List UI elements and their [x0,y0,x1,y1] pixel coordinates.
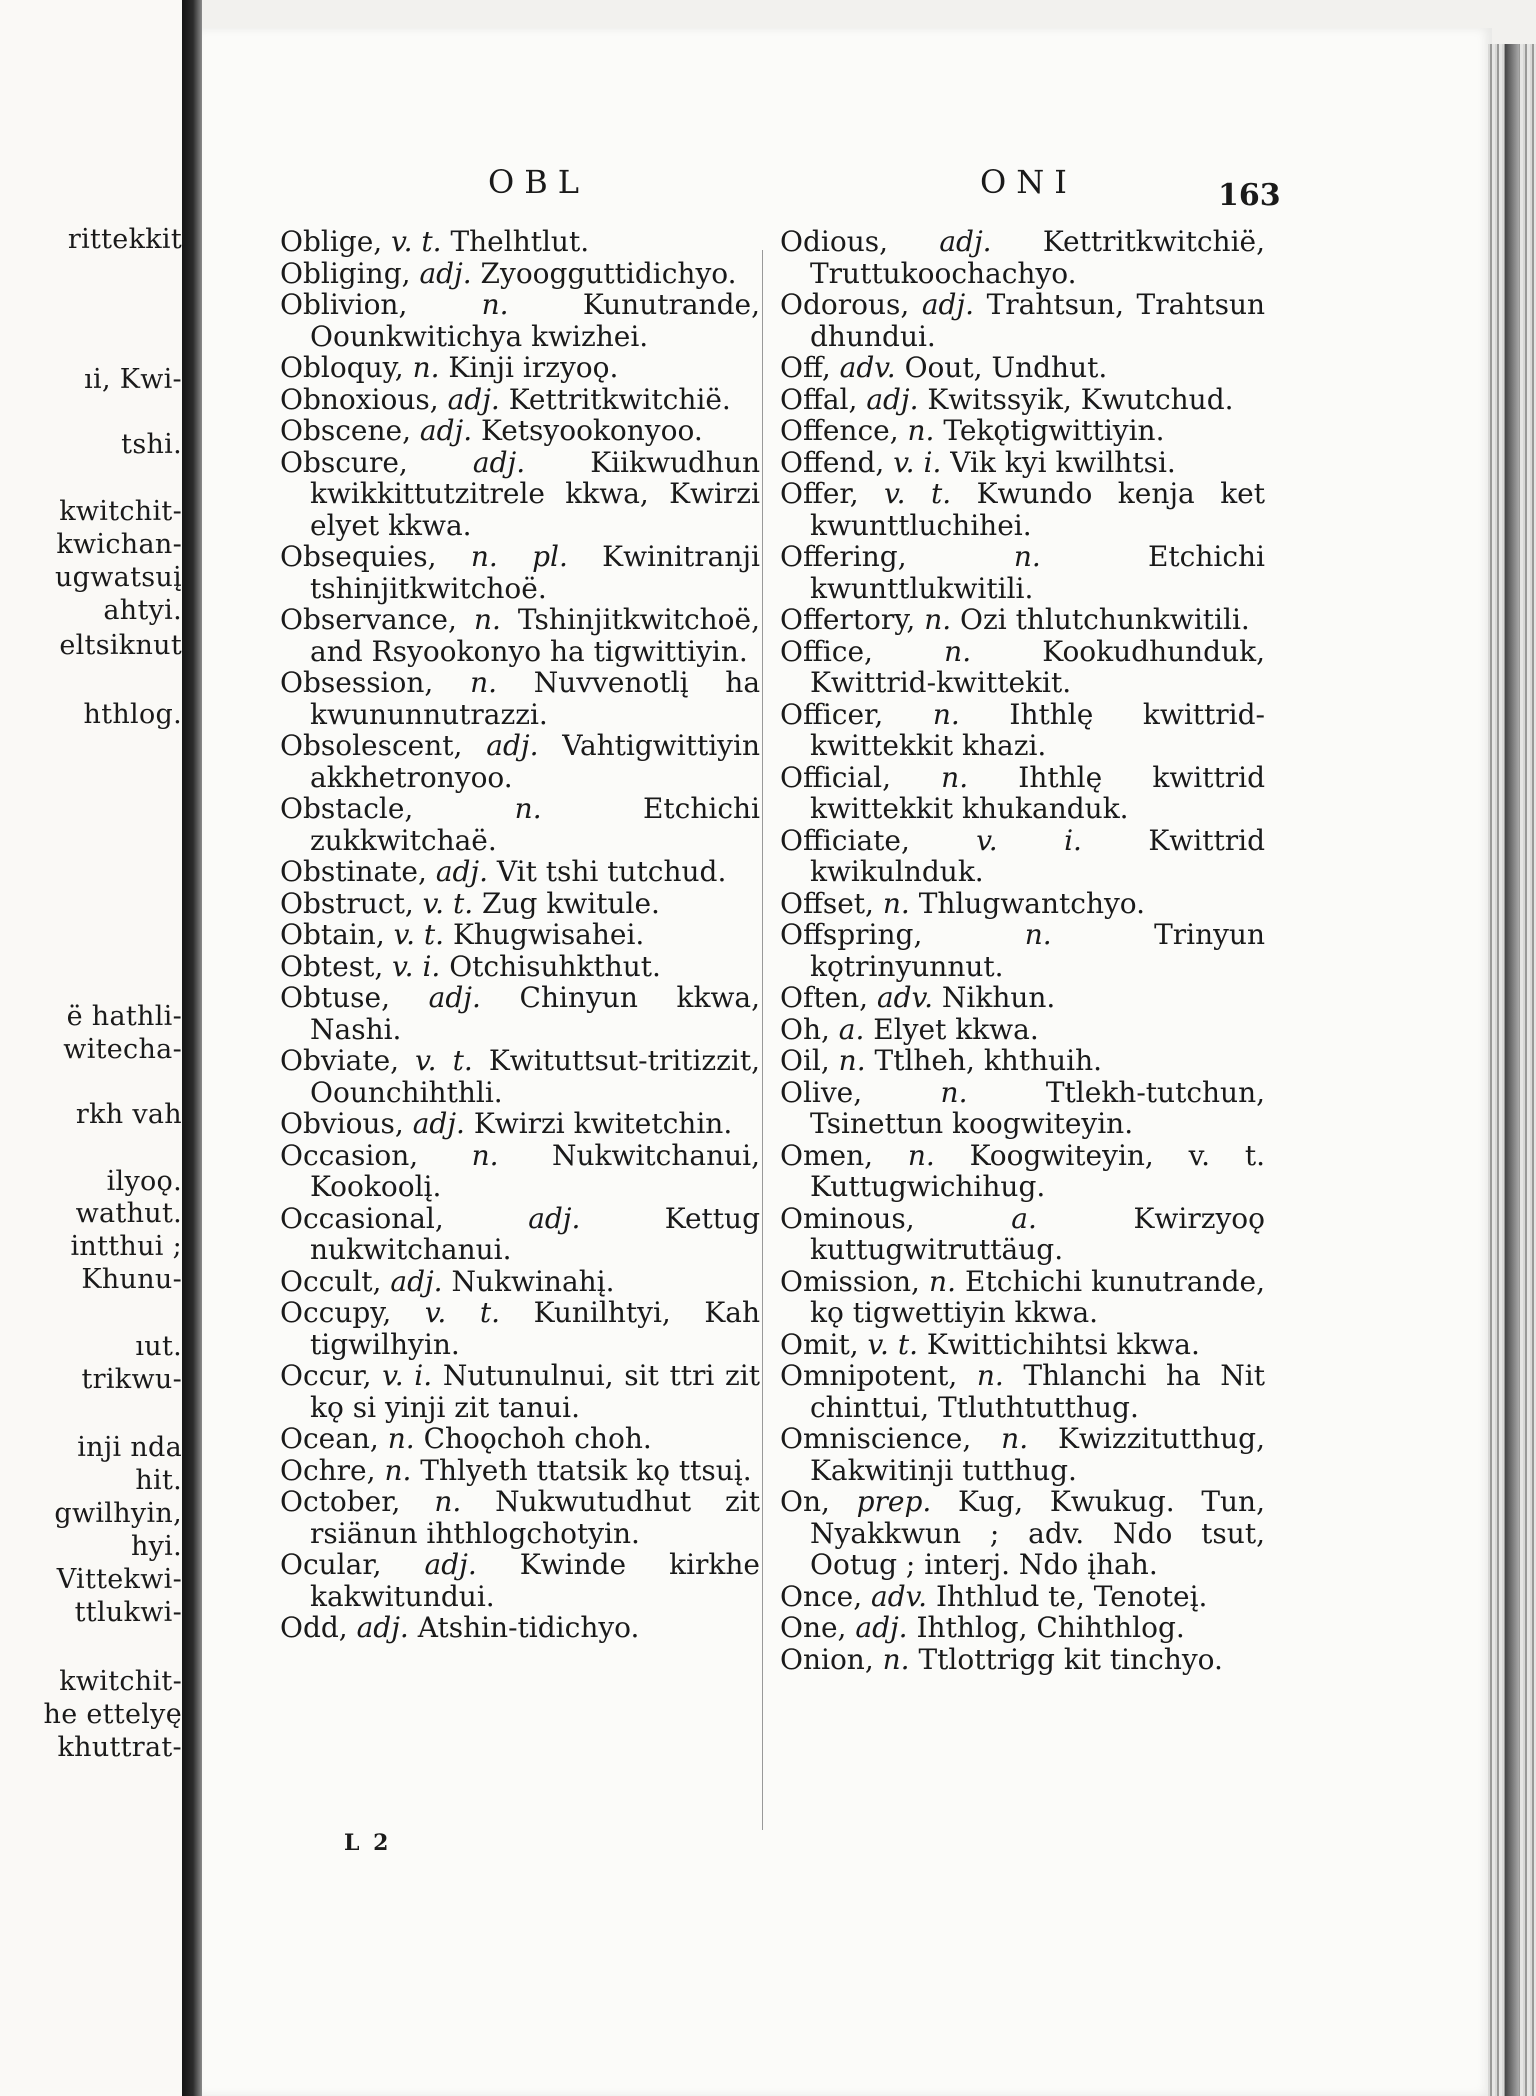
entry-definition: Kiikwudhun kwikkittutzitrele kkwa, Kwirzi elyet kkwa. [310,445,761,542]
entry-part-of-speech: n. [1024,918,1052,951]
entry-part-of-speech: n. [932,697,960,731]
entry-headword: Offertory, [780,603,916,636]
entry-part-of-speech: n. [929,1264,956,1298]
prev-page-text-fragment: intthui ; [70,1231,182,1262]
entry-definition: Kwundo kenja ket kwunttluchihei. [810,477,1265,542]
entry-part-of-speech: v. i. [382,1359,433,1392]
dictionary-entry [280,447,760,542]
entry-part-of-speech: n. [976,1359,1004,1392]
entry-part-of-speech: v. t. [415,1044,473,1077]
prev-page-text-fragment: ttlukwi- [74,1597,182,1628]
entry-part-of-speech: adv. [871,1579,928,1613]
prev-page-text-fragment: he ettelyę [43,1699,182,1730]
entry-definition: Trahtsun, Trahtsun dhundui. [810,288,1266,353]
prev-page-text-fragment: khuttrat- [57,1732,182,1763]
entry-part-of-speech: adj. [419,414,473,447]
dictionary-entry [780,825,1265,888]
dictionary-entry [280,1297,760,1360]
entry-part-of-speech: n. [387,1422,415,1455]
entry-headword: Ocean, [280,1422,379,1455]
prev-page-text-fragment: Khunu- [81,1264,182,1295]
entry-headword: Oh, [780,1012,830,1046]
entry-part-of-speech: v. i. [392,949,441,983]
entry-definition: Kettritkwitchië, Truttukoochachyo. [810,225,1266,290]
dictionary-entry [780,352,1265,384]
entry-headword: Obliging, [280,256,411,290]
dictionary-entry [780,1045,1265,1077]
dictionary-entry [780,1140,1265,1203]
prev-page-text-fragment: kwichan- [56,529,182,560]
book-gutter [182,0,202,2096]
entry-part-of-speech: v. i. [976,823,1082,857]
entry-headword: Olive, [780,1075,863,1109]
dictionary-entry [280,226,760,258]
entry-part-of-speech: n. [940,1075,968,1109]
entry-part-of-speech: n. [434,1485,462,1518]
dictionary-entry [280,888,760,920]
entry-definition: Nutunulnui, sit ttri zit kǫ si yinji zit tanui. [310,1359,760,1424]
entry-part-of-speech: n. [470,666,497,699]
entry-part-of-speech: adj. [356,1611,409,1644]
entry-definition: Ozi thlutchunkwitili. [960,603,1250,636]
entry-definition: Trinyun kǫtrinyunnut. [810,918,1265,983]
entry-part-of-speech: n. [838,1044,866,1077]
entry-definition: Kettug nukwitchanui. [310,1201,760,1266]
dictionary-entry [780,1423,1265,1486]
entry-part-of-speech: adj. [939,225,992,258]
entry-definition: Kettritkwitchië. [508,382,731,416]
dictionary-entry [280,919,760,951]
entry-headword: Odorous, [780,288,910,321]
entry-definition: Vik kyi kwilhtsi. [950,445,1176,479]
entry-part-of-speech: adj. [866,382,919,416]
entry-part-of-speech: v. t. [393,918,445,951]
column-divider [762,250,763,1830]
entry-definition: Kwinitranji tshinjitkwitchoë. [310,540,760,605]
entry-part-of-speech: n. [412,351,440,384]
entry-part-of-speech: prep. [856,1485,932,1518]
right-column [780,226,1265,1675]
entry-headword: Omnipotent, [780,1359,958,1392]
entry-definition: Chinyun kkwa, Nashi. [310,981,761,1046]
entry-definition: Kunilhtyi, Kah tigwilhyin. [310,1296,761,1361]
dictionary-entry [280,1423,760,1455]
prev-page-text-fragment: inji nda [77,1432,182,1463]
dictionary-entry [780,541,1265,604]
entry-definition: Etchichi kwunttlukwitili. [810,540,1265,605]
entry-headword: Obtain, [280,918,385,951]
entry-part-of-speech: n. [924,603,952,636]
entry-definition: Ttlottrigg kit tinchyo. [918,1642,1223,1676]
dictionary-entry [280,1360,760,1423]
entry-definition: Ihthlud te, Tenoteį. [935,1579,1208,1613]
dictionary-entry [280,1203,760,1266]
dictionary-entry [280,1549,760,1612]
prev-page-text-fragment: gwilhyin, [54,1498,182,1529]
entry-headword: Onion, [780,1642,874,1676]
dictionary-entry [280,541,760,604]
entry-headword: Offal, [780,382,858,416]
entry-definition: Ttlekh-tutchun, Tsinettun koogwiteyin. [810,1075,1266,1140]
entry-definition: Tekǫtigwittiyin. [943,414,1165,447]
dictionary-entry [780,1612,1265,1644]
entry-definition: Oout, Undhut. [904,351,1108,384]
entry-part-of-speech: n. [384,1453,412,1487]
entry-headword: Odious, [780,225,888,258]
entry-headword: Obsession, [280,666,434,699]
dictionary-entry [780,226,1265,289]
entry-part-of-speech: adj. [419,256,472,290]
entry-part-of-speech: adv. [839,351,896,384]
entry-definition: Thlyeth ttatsik kǫ ttsuį. [420,1453,752,1487]
prev-page-text-fragment: ahtyi. [103,595,182,626]
entry-headword: Obloquy, [280,351,404,384]
entry-headword: Observance, [280,603,457,636]
prev-page-text-fragment: hyi. [130,1531,182,1562]
entry-definition: Ttlheh, khthuih. [874,1044,1103,1077]
entry-headword: Occasion, [280,1138,419,1172]
entry-headword: Obtuse, [280,981,391,1014]
prev-page-text-fragment: wathut. [75,1198,182,1229]
entry-definition: Thlanchi ha Nit chinttui, Ttluthtutthug. [810,1359,1266,1424]
entry-headword: Offspring, [780,918,923,951]
entry-definition: Kookudhunduk, Kwittrid-kwittekit. [810,634,1266,699]
dictionary-entry [280,604,760,667]
dictionary-entry [280,1045,760,1108]
dictionary-entry [780,1203,1265,1266]
entry-headword: Ominous, [780,1201,915,1235]
entry-definition: Nukwutudhut zit rsiänun ihthlogchotyin. [310,1485,760,1550]
entry-headword: October, [280,1485,401,1518]
previous-page-fragment [0,0,190,2096]
entry-headword: Obstacle, [280,792,414,825]
dictionary-entry [780,1329,1265,1361]
dictionary-entry [280,1486,760,1549]
left-column [280,226,760,1644]
entry-part-of-speech: v. t. [884,477,952,510]
dictionary-entry [780,982,1265,1014]
entry-headword: Obtest, [280,949,384,983]
dictionary-entry [780,604,1265,636]
dictionary-entry [780,478,1265,541]
entry-part-of-speech: adj. [447,382,500,416]
entry-part-of-speech: v. t. [422,886,474,920]
entry-definition: Kwirzi kwitetchin. [473,1107,733,1140]
dictionary-entry [280,352,760,384]
entry-headword: Omission, [780,1264,920,1298]
dictionary-entry [280,384,760,416]
entry-definition: Kwirzyoǫ kuttugwitruttäug. [810,1201,1266,1266]
prev-page-text-fragment: Vittekwi- [56,1564,182,1595]
entry-headword: Offering, [780,540,907,573]
entry-headword: Offset, [780,886,874,920]
entry-headword: Off, [780,351,831,384]
entry-part-of-speech: adj. [855,1611,908,1644]
entry-definition: Etchichi zukkwitchaë. [310,792,760,857]
entry-part-of-speech: a. [1011,1201,1037,1235]
entry-definition: Zug kwitule. [482,886,660,920]
entry-part-of-speech: v. t. [424,1296,500,1329]
entry-headword: Obscure, [280,445,408,479]
entry-headword: Occupy, [280,1296,392,1329]
entry-definition: Kug, Kwukug. Tun, Nyakkwun ; adv. Ndo tsut, Ootug ; interj. Ndo įhah. [810,1485,1265,1581]
entry-headword: Obviate, [280,1044,400,1077]
signature-mark: L 2 [344,1830,392,1856]
entry-definition: Elyet kkwa. [873,1012,1039,1046]
entry-headword: Obstruct, [280,886,414,920]
entry-definition: Nukwinahį. [451,1264,615,1298]
dictionary-entry [280,1266,760,1298]
entry-part-of-speech: adj. [390,1264,443,1298]
entry-definition: Kwitssyik, Kwutchud. [927,382,1234,416]
entry-headword: Ochre, [280,1453,376,1487]
entry-definition: Ihthlę kwittrid kwittekkit khukanduk. [810,760,1266,825]
dictionary-entry [280,856,760,888]
entry-part-of-speech: v. t. [391,225,442,258]
dictionary-entry [280,289,760,352]
entry-definition: Vahtigwittiyin akkhetronyoo. [310,729,760,794]
dictionary-entry [780,1014,1265,1046]
entry-definition: Nuvvenotlį ha kwununnutrazzi. [310,666,761,731]
entry-definition: Kwituttsut-tritizzit, Oounchihthli. [310,1044,761,1109]
entry-part-of-speech: adj. [486,729,539,762]
dictionary-entry [280,982,760,1045]
dictionary-entry [780,1486,1265,1581]
entry-headword: Occur, [280,1359,372,1392]
entry-headword: Omit, [780,1327,859,1361]
entry-definition: Kwittrid kwikulnduk. [810,823,1265,888]
dictionary-entry [280,730,760,793]
prev-page-text-fragment: rittekkit [67,224,182,255]
dictionary-entry [280,1612,760,1644]
dictionary-entry [780,384,1265,416]
entry-headword: Obsequies, [280,540,437,573]
entry-definition: Ihthlog, Chihthlog. [916,1611,1185,1644]
entry-part-of-speech: n. [481,288,509,321]
entry-headword: Often, [780,981,869,1014]
entry-definition: Kwinde kirkhe kakwitundui. [310,1548,760,1613]
entry-part-of-speech: a. [838,1012,865,1046]
entry-headword: Obvious, [280,1107,404,1140]
dictionary-entry [780,1077,1265,1140]
entry-headword: Occult, [280,1264,382,1298]
entry-part-of-speech: n. [471,1138,499,1172]
dictionary-entry [280,793,760,856]
dictionary-entry [780,415,1265,447]
prev-page-text-fragment: ugwatsuį [54,562,182,593]
dictionary-entry [780,1581,1265,1613]
entry-headword: Official, [780,760,891,794]
entry-headword: Ocular, [280,1548,382,1581]
entry-part-of-speech: n. [882,1642,910,1676]
entry-headword: Obsolescent, [280,729,463,762]
prev-page-text-fragment: tshi. [121,429,182,460]
entry-definition: Atshin-tidichyo. [417,1611,640,1644]
prev-page-text-fragment: rkh vah [75,1099,182,1130]
dictionary-entry [780,1266,1265,1329]
dictionary-entry [780,1360,1265,1423]
entry-definition: Kwittichihtsi kkwa. [926,1327,1200,1361]
entry-headword: Offence, [780,414,899,447]
dictionary-entry [780,762,1265,825]
entry-headword: Office, [780,634,873,668]
entry-headword: One, [780,1611,847,1644]
entry-headword: Occasional, [280,1201,444,1235]
entry-definition: Ketsyookonyoo. [481,414,703,447]
entry-part-of-speech: adj. [428,981,481,1014]
entry-headword: Obstinate, [280,855,427,888]
entry-headword: Officiate, [780,823,910,857]
entry-headword: Officer, [780,697,884,731]
entry-definition: Etchichi kunutrande, kǫ tigwettiyin kkwa. [810,1264,1265,1329]
prev-page-text-fragment: hit. [135,1465,182,1496]
dictionary-entry [780,888,1265,920]
entry-part-of-speech: v. i. [893,445,942,479]
entry-part-of-speech: v. t. [867,1327,918,1361]
dictionary-entry [780,699,1265,762]
entry-definition: Koogwiteyin, v. t. Kuttugwichihug. [810,1138,1265,1203]
dictionary-entry [780,636,1265,699]
entry-headword: Oblivion, [280,288,408,321]
entry-headword: On, [780,1485,830,1518]
prev-page-text-fragment: kwitchit- [59,1666,182,1697]
entry-headword: Odd, [280,1611,348,1644]
entry-definition: Otchisuhkthut. [449,949,661,983]
prev-page-text-fragment: ë hathli- [66,1001,182,1032]
entry-part-of-speech: adj. [412,1107,465,1140]
entry-headword: Omniscience, [780,1422,972,1455]
prev-page-text-fragment: ilyoǫ. [106,1166,182,1197]
entry-headword: Omen, [780,1138,874,1172]
book-spine-edge [1505,44,1519,2096]
entry-part-of-speech: adj. [528,1201,581,1235]
prev-page-text-fragment: kwitchit- [59,496,182,527]
entry-part-of-speech: n. [473,603,501,636]
entry-definition: Kinji irzyoǫ. [448,351,619,384]
entry-part-of-speech: n. pl. [470,540,568,573]
entry-definition: Vit tshi tutchud. [496,855,727,888]
entry-definition: Nukwitchanui, Kookoolį. [310,1138,760,1203]
entry-definition: Zyoogguttidichyo. [480,256,737,290]
entry-part-of-speech: adj. [435,855,489,888]
dictionary-entry [780,1644,1265,1676]
prev-page-text-fragment: ıut. [135,1331,182,1362]
entry-headword: Offer, [780,477,859,510]
entry-part-of-speech: n. [1013,540,1041,573]
dictionary-entry [280,951,760,983]
entry-part-of-speech: n. [907,1138,935,1172]
dictionary-entry [280,1108,760,1140]
entry-definition: Choǫchoh choh. [423,1422,652,1455]
page-number: 163 [1218,178,1281,213]
entry-headword: Offend, [780,445,885,479]
entry-part-of-speech: adj. [921,288,975,321]
prev-page-text-fragment: eltsiknut [59,630,182,661]
entry-definition: Tshinjitkwitchoë, and Rsyookonyo ha tigwittiyin. [310,603,761,668]
entry-part-of-speech: adv. [876,981,933,1014]
entry-part-of-speech: n. [944,634,972,668]
entry-headword: Obnoxious, [280,382,439,416]
entry-part-of-speech: n. [882,886,910,920]
dictionary-entry [280,415,760,447]
entry-definition: Ihthlę kwittrid-kwittekkit khazi. [810,697,1265,762]
entry-part-of-speech: n. [514,792,542,825]
entry-headword: Oil, [780,1044,830,1077]
entry-definition: Nikhun. [941,981,1056,1014]
entry-definition: Thlugwantchyo. [918,886,1146,920]
entry-headword: Once, [780,1579,863,1613]
entry-headword: Oblige, [280,225,383,258]
prev-page-text-fragment: hthlog. [83,699,182,730]
entry-definition: Thelhtlut. [450,225,590,258]
entry-definition: Kunutrande, Oounkwitichya kwizhei. [310,288,760,353]
entry-part-of-speech: n. [907,414,935,447]
dictionary-entry [280,258,760,290]
prev-page-text-fragment: trikwu- [81,1364,182,1395]
entry-headword: Obscene, [280,414,412,447]
dictionary-entry [780,919,1265,982]
entry-part-of-speech: n. [1001,1422,1029,1455]
entry-part-of-speech: n. [941,760,969,794]
dictionary-entry [280,1140,760,1203]
running-head-left: OBL [488,163,589,201]
dictionary-entry [780,289,1265,352]
entry-part-of-speech: adj. [472,445,526,479]
entry-definition: Khugwisahei. [452,918,645,951]
entry-definition: Kwizzitutthug, Kakwitinji tutthug. [810,1422,1265,1487]
prev-page-text-fragment: ıi, Kwi- [84,364,182,395]
prev-page-text-fragment: witecha- [63,1034,182,1065]
dictionary-entry [280,667,760,730]
dictionary-entry [280,1455,760,1487]
dictionary-entry [780,447,1265,479]
running-head-right: ONI [980,163,1077,201]
entry-part-of-speech: adj. [424,1548,477,1581]
